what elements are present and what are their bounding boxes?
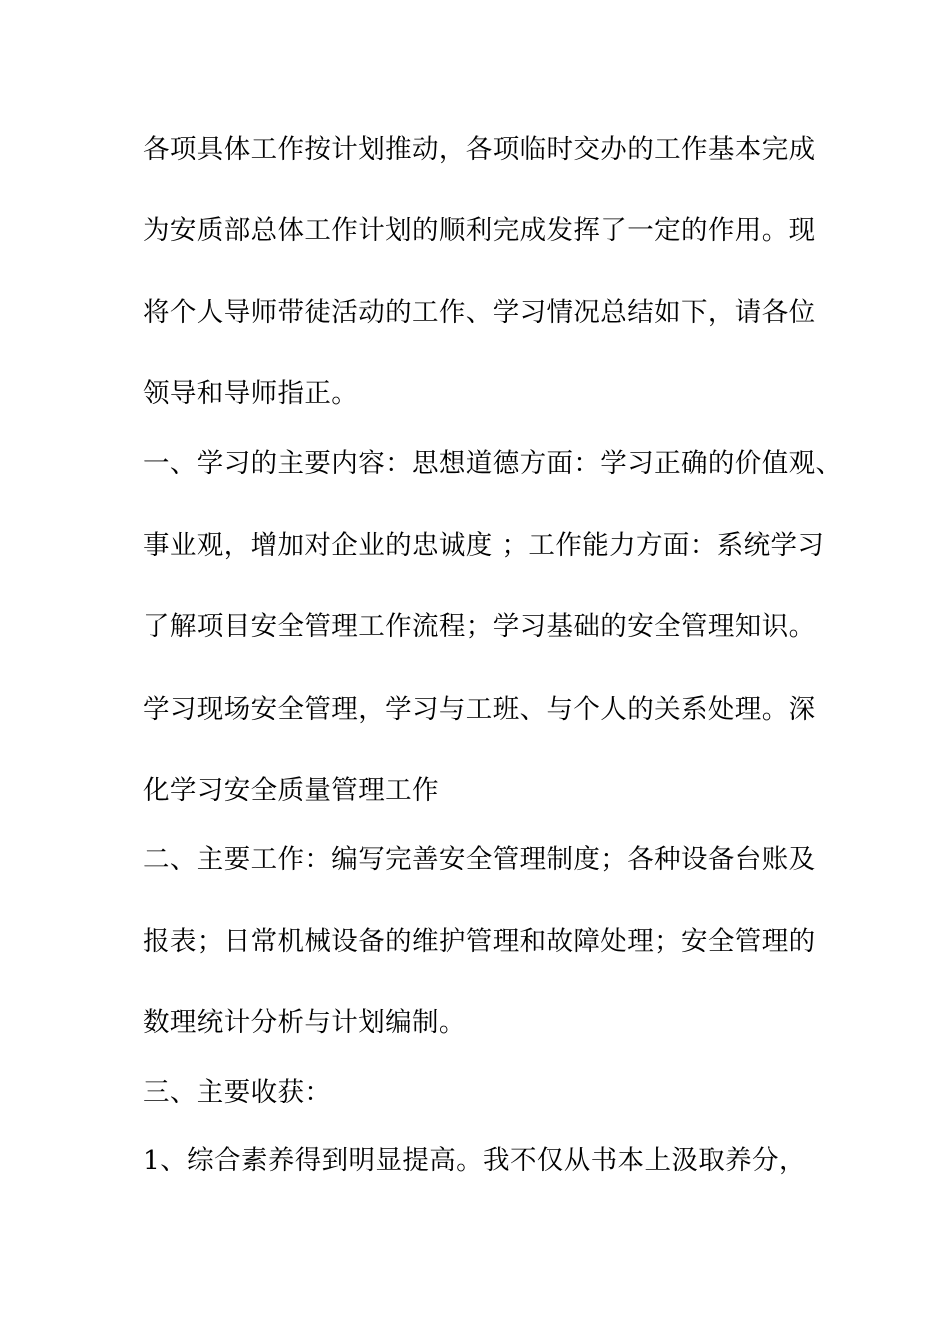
paragraph-line-1: 各项具体工作按计划推动，各项临时交办的工作基本完成 [143, 134, 816, 165]
paragraph-line-12: 数理统计分析与计划编制。 [143, 1007, 466, 1038]
section-heading-gains: 三、主要收获： [143, 1077, 332, 1108]
list-item-1: 1、综合素养得到明显提高。我不仅从书本上汲取养分， [143, 1145, 806, 1176]
section-heading-learning: 一、学习的主要内容：思想道德方面：学习正确的价值观、 [143, 448, 843, 479]
section-heading-work: 二、主要工作：编写完善安全管理制度；各种设备台账及 [143, 844, 816, 875]
paragraph-line-9: 化学习安全质量管理工作 [143, 775, 439, 806]
paragraph-line-6: 事业观，增加对企业的忠诚度 ；工作能力方面：系统学习 [143, 530, 825, 561]
paragraph-line-7: 了解项目安全管理工作流程；学习基础的安全管理知识。 [143, 611, 816, 642]
paragraph-line-3: 将个人导师带徒活动的工作、学习情况总结如下，请各位 [143, 297, 816, 328]
paragraph-line-2: 为安质部总体工作计划的顺利完成发挥了一定的作用。现 [143, 215, 816, 246]
paragraph-line-8: 学习现场安全管理，学习与工班、与个人的关系处理。深 [143, 694, 816, 725]
paragraph-line-4: 领导和导师指正。 [143, 378, 359, 409]
paragraph-line-11: 报表；日常机械设备的维护管理和故障处理；安全管理的 [143, 926, 816, 957]
